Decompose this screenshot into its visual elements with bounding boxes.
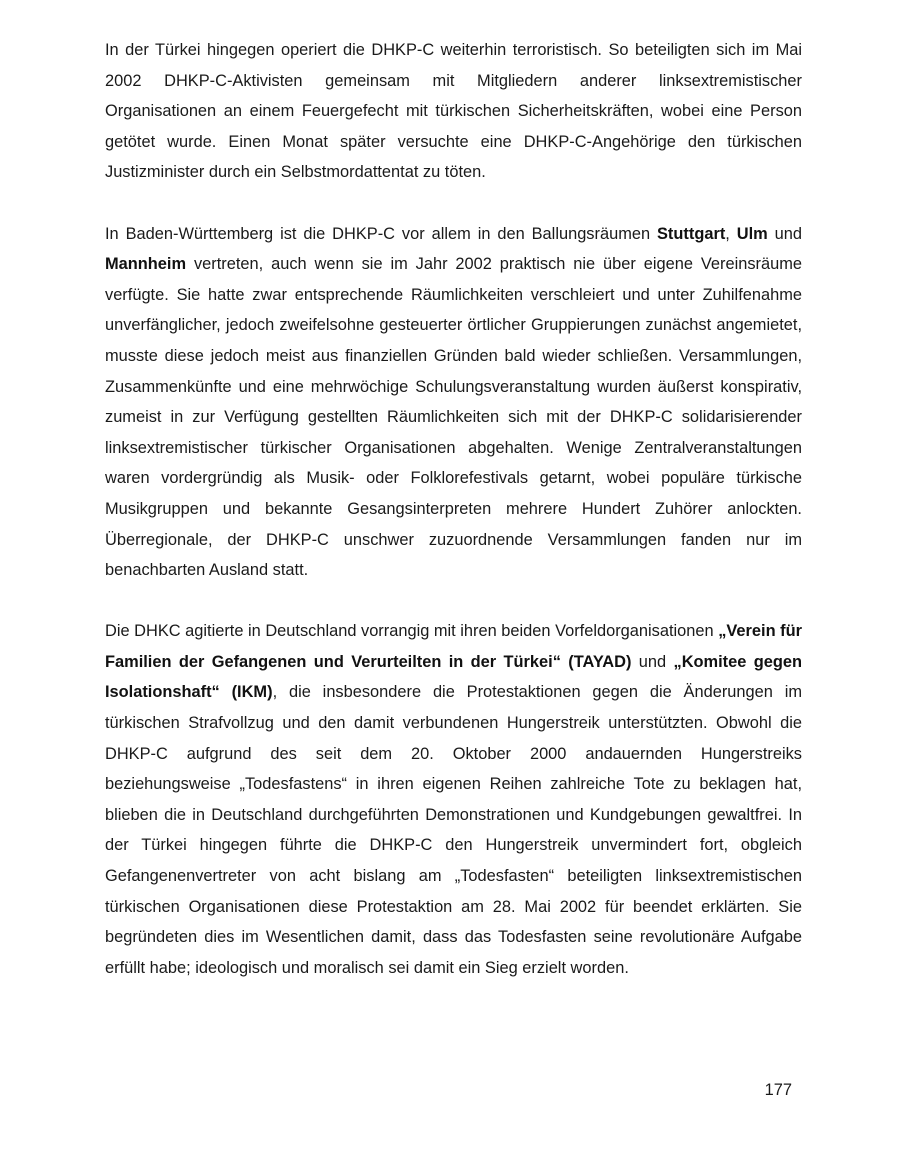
paragraph-baden-wuerttemberg — [105, 219, 802, 586]
separator-text: , — [725, 224, 737, 243]
paragraph-text: , die insbesondere die Protestaktionen gegen die Änderungen im türkischen Strafvollzug und den damit verbundenen Hungerstreik unterstützten. Obwohl die DHKP-C aufgrund des seit dem 20. Oktober 2000 andauernden Hungerstreiks beziehungsweise „Todesfastens“ in ihren eigenen Reihen zahlreiche Tote zu beklagen hat, blieben die in Deutschland durchgeführten Demonstrationen und Kundgebungen gewaltfrei. In der Türkei hingegen führte die DHKP-C den Hungerstreik unvermindert fort, obgleich Gefangenenvertreter von acht bislang am „Todesfasten“ beteiligten linksextremistischen türkischen Organisationen diese Protestaktion am 28. Mai 2002 für beendet erklärten. Sie begründeten dies im Wesentlichen damit, dass das Todesfasten seine revolutionäre Aufgabe erfüllt habe; ideologisch und moralisch sei damit ein Sieg erzielt worden. — [105, 683, 802, 977]
paragraph-text: In Baden-Württemberg ist die DHKP-C vor allem in den Ballungsräumen — [105, 224, 657, 243]
paragraph-text: In der Türkei hingegen operiert die DHKP-C weiterhin terroristisch. So beteiligten sich im Mai 2002 DHKP-C-Aktivisten gemeinsam mit Mitgliedern anderer linksextremistischer Organisationen an einem Feuergefecht mit türkischen Sicherheitskräften, wobei eine Person getötet wurde. Einen Monat später versuchte eine DHKP-C-Angehörige den türkischen Justizminister durch ein Selbstmordattentat zu töten. — [105, 41, 802, 182]
city-stuttgart: Stuttgart — [657, 224, 726, 243]
city-ulm: Ulm — [736, 224, 768, 243]
paragraph-text: vertreten, auch wenn sie im Jahr 2002 praktisch nie über eigene Vereinsräume verfügte. Sie hatte zwar entsprechende Räumlichkeiten verschleiert und unter Zuhilfenahme unverfänglicher, jedoch zweifelsohne gesteuerter örtlicher Gruppierungen zunächst angemietet, musste diese jedoch meist aus finanziellen Gründen bald wieder schließen. Versammlungen, Zusammenkünfte und eine mehrwöchige Schulungsveranstaltung wurden äußerst konspirativ, zumeist in zur Verfügung gestellten Räumlichkeiten sich mit der DHKP-C solidarisierender linksextremistischer türkischer Organisationen abgehalten. Wenige Zentralveranstaltungen waren vordergründig als Musik- oder Folklorefestivals getarnt, wobei populäre türkische Musikgruppen und bekannte Gesangsinterpreten mehrere Hundert Zuhörer anlockten. Überregionale, der DHKP-C unschwer zuzuordnende Versammlungen fanden nur im benachbarten Ausland statt. — [105, 255, 802, 580]
organisation-ikm: „Komitee gegen Isolationshaft“ (IKM) — [105, 652, 802, 702]
body-text — [105, 35, 802, 1014]
page-number: 177 — [764, 1081, 792, 1099]
organisation-tayad: „Verein für Familien der Gefangenen und Verurteilten in der Türkei“ (TAYAD) — [105, 622, 802, 671]
paragraph-front-organisations — [105, 616, 802, 983]
connector-text: und — [767, 224, 803, 243]
connector-text: und — [631, 652, 674, 671]
city-mannheim: Mannheim — [105, 255, 187, 274]
paragraph-turkey-terrorism — [105, 35, 802, 188]
paragraph-text: Die DHKC agitierte in Deutschland vorrangig mit ihren beiden Vorfeldorganisationen — [105, 622, 719, 641]
